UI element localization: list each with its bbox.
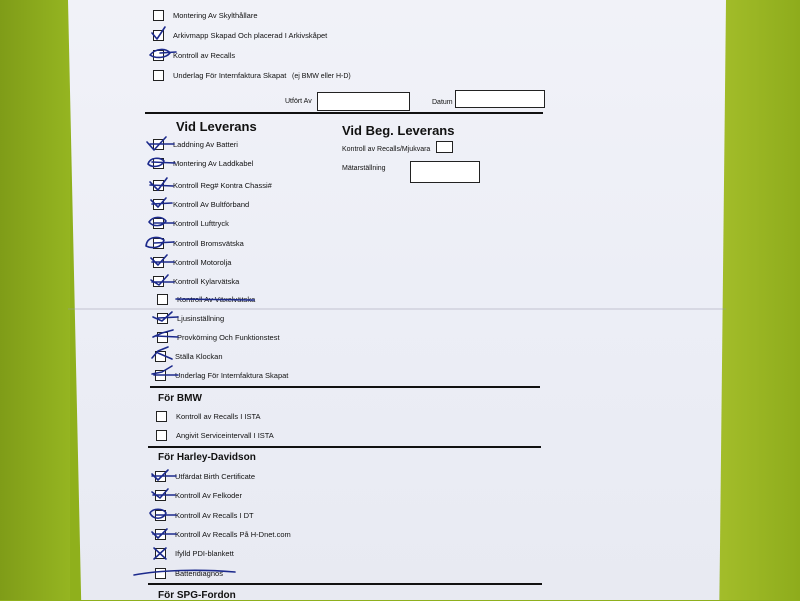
checkbox[interactable] [155, 370, 166, 381]
checklist-item [153, 238, 244, 249]
checkbox[interactable] [155, 568, 166, 579]
checklist-item-label: Kontroll Av Bultförband [173, 200, 250, 209]
checkbox[interactable] [153, 276, 164, 287]
checklist-item [155, 351, 223, 362]
divider [148, 446, 541, 448]
checkbox[interactable] [153, 199, 164, 210]
checkbox[interactable] [155, 490, 166, 501]
checklist-item [153, 180, 272, 191]
mileage-label: Mätarställning [342, 165, 386, 172]
checklist-item-label: Ställa Klockan [175, 352, 223, 361]
checklist-item-label: Kontroll Av Recalls På H-Dnet.com [175, 530, 291, 539]
bmw-title: För BMW [158, 393, 202, 404]
checklist-item-label: Provkörning Och Funktionstest [177, 333, 280, 342]
paper-fold [68, 308, 726, 310]
checklist-item-label: Kontroll Av Felkoder [175, 491, 242, 500]
checklist-item-label: Laddning Av Batteri [173, 140, 238, 149]
checklist-item [157, 294, 255, 305]
checkbox[interactable] [157, 332, 168, 343]
checklist-item-label: Kontroll Av Recalls I DT [175, 511, 254, 520]
checklist-item-label: Kontroll Lufttryck [173, 219, 229, 228]
checklist-item-label: Utfärdat Birth Certificate [175, 472, 256, 481]
checkbox[interactable] [153, 70, 164, 81]
checklist-item [153, 158, 253, 169]
checkbox[interactable] [155, 471, 166, 482]
checkbox[interactable] [156, 430, 167, 441]
checklist-item [153, 10, 258, 21]
recalls-software-checkbox[interactable] [436, 141, 453, 153]
checkbox[interactable] [155, 529, 166, 540]
spg-title: För SPG-Fordon [158, 590, 236, 601]
used-delivery-title: Vid Beg. Leverans [342, 123, 455, 138]
table-surface-left [0, 0, 70, 600]
checklist-item-label: Ifylld PDI-blankett [175, 549, 234, 558]
checkbox[interactable] [153, 180, 164, 191]
delivery-title: Vid Leverans [176, 119, 257, 134]
checkbox[interactable] [153, 218, 164, 229]
checklist-item [155, 568, 223, 579]
checklist-item [155, 490, 242, 501]
checklist-item [157, 332, 280, 343]
checklist-item [153, 218, 229, 229]
harley-title: För Harley-Davidson [158, 452, 256, 463]
checklist-item-label: Ljusinställning [177, 314, 225, 323]
date-field[interactable] [455, 90, 545, 108]
checklist-item-label: Arkivmapp Skapad Och placerad I Arkivskåpet [173, 31, 328, 40]
checkbox[interactable] [153, 50, 164, 61]
checkbox[interactable] [153, 238, 164, 249]
checkbox[interactable] [157, 294, 168, 305]
table-surface-right [720, 0, 800, 600]
checklist-item-label: Kontroll Reg# Kontra Chassi# [173, 181, 272, 190]
mileage-field[interactable] [410, 161, 480, 183]
date-label: Datum [432, 99, 453, 106]
checklist-item [155, 529, 291, 540]
checklist-item [157, 313, 224, 324]
checkbox[interactable] [155, 351, 166, 362]
recalls-software-label: Kontroll av Recalls/Mjukvara [342, 146, 431, 153]
checklist-item-label: Underlag För Internfaktura Skapat [173, 71, 287, 80]
checklist-item-label: Kontroll Motorolja [173, 258, 232, 267]
divider [148, 583, 542, 585]
checklist-item-label: Batteridiagnos [175, 569, 223, 578]
checklist-item [156, 411, 260, 422]
checklist-item [153, 50, 235, 61]
divider [150, 386, 540, 388]
checklist-item [153, 276, 239, 287]
checklist-item [153, 30, 327, 41]
checkbox[interactable] [155, 510, 166, 521]
checklist-item-label: Kontroll Bromsvätska [173, 239, 244, 248]
checklist-item [155, 548, 234, 559]
checklist-item-label: Kontroll Av Växelvätska [177, 295, 256, 304]
checklist-item [155, 471, 255, 482]
checklist-item-label: Underlag För Internfaktura Skapat [175, 371, 289, 380]
checklist-item-label: Kontroll Kylarvätska [173, 277, 240, 286]
checklist-item-label: Kontroll av Recalls [173, 51, 236, 60]
checklist-item-label: Montering Av Skylthållare [173, 11, 258, 20]
performed-by-field[interactable] [317, 92, 410, 111]
checkbox[interactable] [153, 257, 164, 268]
checkbox[interactable] [153, 158, 164, 169]
checklist-item [153, 257, 231, 268]
checkbox[interactable] [157, 313, 168, 324]
checklist-item [153, 199, 249, 210]
checkbox[interactable] [155, 548, 166, 559]
checklist-item-label: Montering Av Laddkabel [173, 159, 254, 168]
checklist-item [155, 370, 288, 381]
checklist-item [156, 430, 274, 441]
checklist-item-label: Kontroll av Recalls I ISTA [176, 412, 261, 421]
checklist-item-label: Angivit Serviceintervall I ISTA [176, 431, 274, 440]
checklist-item [153, 70, 286, 81]
checklist-item [153, 139, 238, 150]
performed-by-label: Utfört Av [285, 98, 312, 105]
divider [145, 112, 543, 114]
note-text: (ej BMW eller H-D) [292, 73, 351, 80]
checkbox[interactable] [153, 10, 164, 21]
checkbox[interactable] [153, 30, 164, 41]
checkbox[interactable] [153, 139, 164, 150]
checklist-item [155, 510, 254, 521]
checkbox[interactable] [156, 411, 167, 422]
